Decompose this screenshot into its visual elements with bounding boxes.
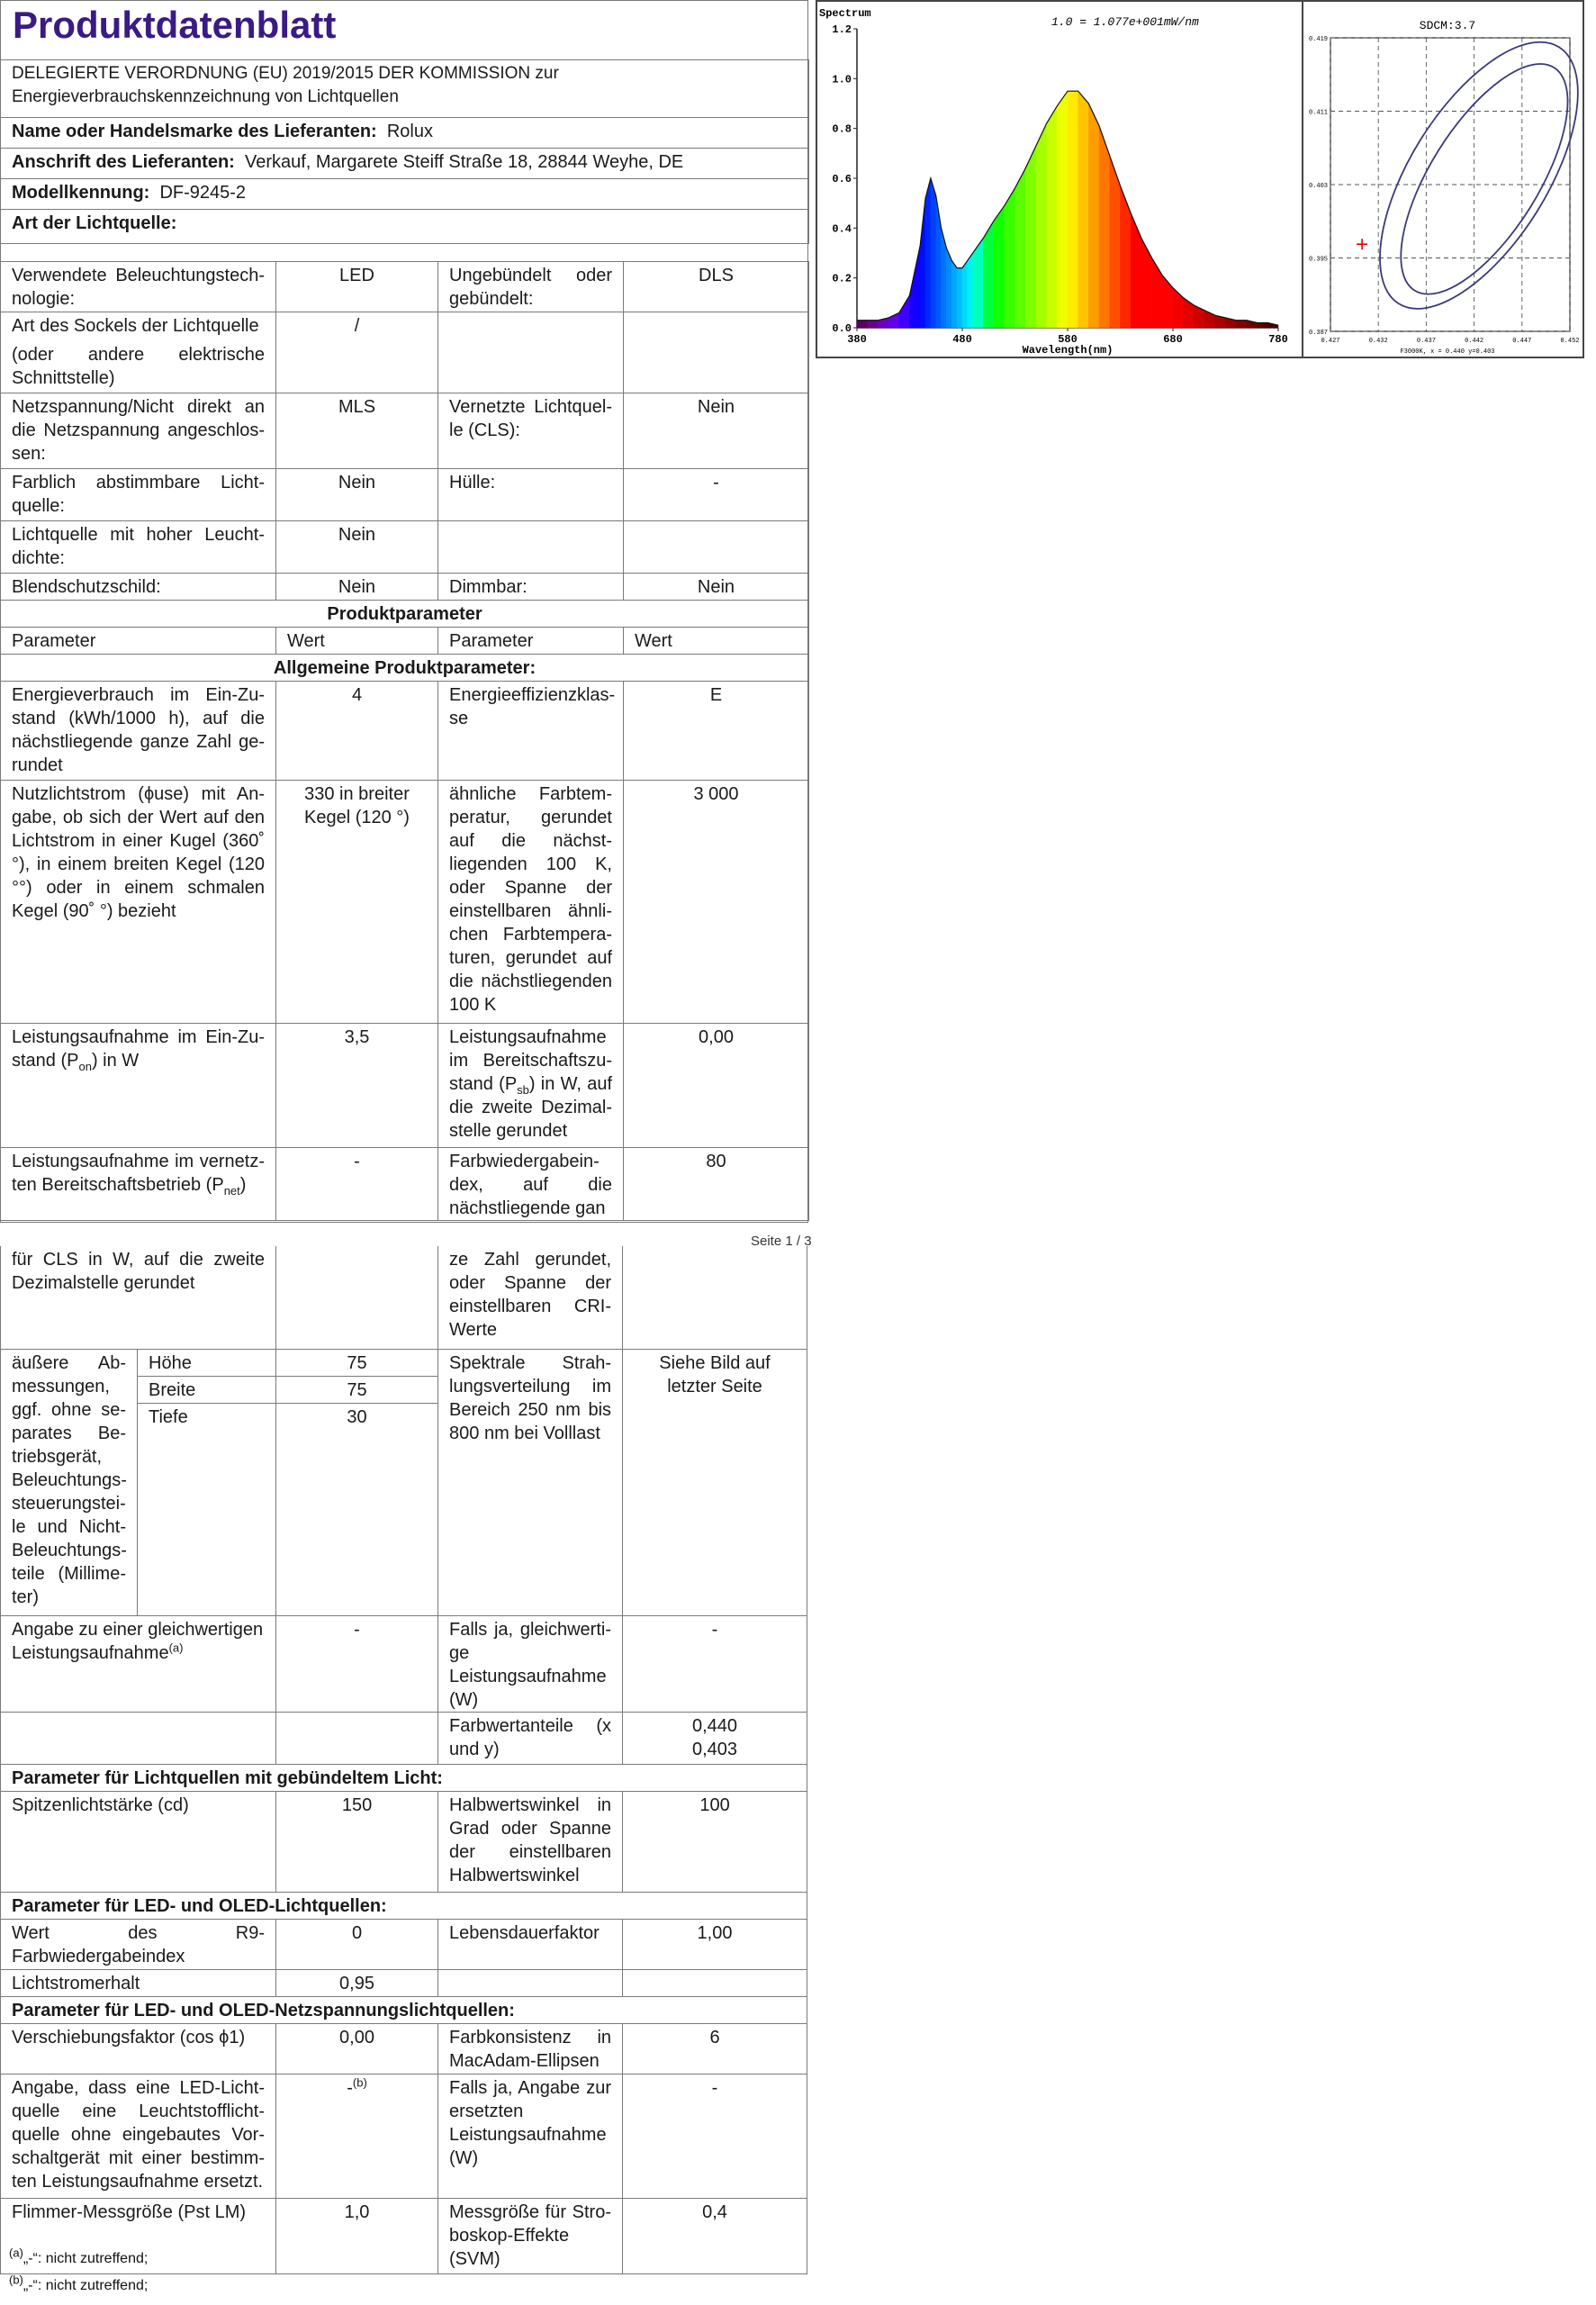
dimmable-label: Dimmbar: [438, 574, 624, 601]
dimensions-label: äußere Abmessungen, ggf. ohne separates Betriebsgerät, Beleuchtungssteuerungsteile und Nicht-Beleuchtungsteile (Millimeter) [1, 1349, 138, 1615]
glare-label: Blendschutzschild: [1, 574, 276, 601]
r9-value: 0 [276, 1919, 438, 1969]
model-row [1, 179, 809, 210]
height-label: Höhe [138, 1349, 276, 1376]
chroma-y: 0,403 [691, 1739, 738, 1759]
spectrum-area-segment [951, 260, 957, 328]
sdcm-x-tick-label: 0.442 [1465, 338, 1484, 345]
sdcm-inner-ellipse [1369, 39, 1582, 319]
product-params-table [0, 600, 809, 1221]
spectrum-y-tick-label: 0.2 [832, 272, 852, 285]
socket-label: Art des Sockels der Lichtquelle [12, 316, 259, 336]
depth-value: 30 [276, 1403, 438, 1615]
equiv-label: Angabe zu einer gleichwertigen Leistungsaufnahme$^{(a)}$ [1, 1615, 276, 1712]
peak-intensity-label: Spitzenlichtstärke (cd) [1, 1791, 276, 1892]
spectrum-chart [816, 0, 1305, 358]
power-factor-label: Verschiebungsfaktor (cos ϕ1) [1, 2023, 276, 2074]
mains-value: MLS [276, 393, 438, 469]
empty-cell [438, 521, 624, 574]
spectrum-x-axis-label: Wavelength(nm) [1022, 344, 1114, 357]
spectrum-area-segment [1152, 258, 1163, 328]
pon-label: Leistungsaufnahme im Ein-Zustand $(P_{on})$ in W [1, 1024, 276, 1148]
psb-value: 0,00 [624, 1024, 809, 1148]
macadam-label: Farbkonsistenz in MacAdam-Ellipsen [438, 2023, 623, 2074]
spectrum-area-segment [1047, 106, 1058, 328]
footnote-a: $^{(a)}$„-“: nicht zutreffend; [9, 2246, 149, 2266]
sdcm-x-tick-label: 0.437 [1416, 338, 1436, 345]
spectrum-y-tick-label: 1.2 [832, 23, 852, 36]
macadam-value: 6 [623, 2023, 807, 2074]
spectrum-area-segment [925, 178, 931, 328]
sdcm-outer-ellipse [1340, 11, 1582, 339]
cct-label: ähnliche Farbtemperatur, gerundet auf die nächstliegenden 100 K, oder Spanne der einstellbaren ähnlichen Farbtemperaturen, gerundet auf die nächstliegenden 100 K [438, 781, 624, 1024]
col-param-header: Parameter [438, 628, 624, 655]
energy-class-value: E [624, 682, 809, 781]
spectrum-area-segment [1036, 123, 1047, 328]
spectrum-area-segment [1025, 146, 1036, 328]
empty-cell [624, 312, 809, 393]
cls-label: Vernetzte Lichtquelle (CLS): [438, 393, 624, 469]
cri-label-cont: ze Zahl gerundet, oder Spanne der einstellbaren CRI-Werte [438, 1246, 623, 1349]
sdcm-y-tick-label: 0.419 [1308, 36, 1328, 43]
mains-led-params-heading: Parameter für LED- und OLED-Netzspannungslichtquellen: [1, 1996, 807, 2023]
spectrum-subtitle: 1.0 = 1.077e+001mW/nm [1051, 15, 1199, 29]
spectrum-x-tick-label: 680 [1163, 333, 1183, 346]
peak-intensity-value: 150 [276, 1791, 438, 1892]
spectrum-area-segment [1194, 305, 1204, 328]
product-params-heading: Produktparameter [1, 601, 809, 628]
sdcm-y-tick-label: 0.395 [1308, 256, 1328, 264]
depth-label: Tiefe [138, 1403, 276, 1615]
spectrum-area-segment [1057, 91, 1068, 328]
spectrum-area-segment [931, 178, 936, 328]
spectrum-area-segment [1184, 298, 1195, 328]
dimmable-value: Nein [624, 574, 809, 601]
cls-value: Nein [624, 393, 809, 469]
beam-angle-value: 100 [623, 1791, 807, 1892]
socket-value: / [276, 312, 438, 393]
directional-value: DLS [624, 262, 809, 312]
spectrum-svg [817, 2, 1303, 357]
spectrum-y-tick-label: 0.8 [832, 122, 852, 136]
equiv-power-value: - [623, 1615, 807, 1712]
spectrum-area-segment [994, 205, 1005, 328]
pon-value: 3,5 [276, 1024, 438, 1148]
tunable-label: Farblich abstimmbare Lichtquelle: [1, 469, 276, 521]
spectrum-area-segment [1005, 188, 1015, 328]
supplier-address-label: Anschrift des Lieferanten: [12, 152, 235, 172]
empty-cell [1, 1712, 276, 1764]
pnet-value: - [276, 1148, 438, 1221]
energy-value: 4 [276, 682, 438, 781]
regulation-text: DELEGIERTE VERORDNUNG (EU) 2019/2015 DER KOMMISSION zur Energieverbrauchskennzeichnung von Lichtquellen [1, 60, 809, 118]
spectrum-area-segment [857, 321, 868, 328]
high-luminance-label: Lichtquelle mit hoher Leuchtdichte: [1, 521, 276, 574]
envelope-label: Hülle: [438, 469, 624, 521]
continuation-table [0, 1246, 807, 2274]
lifetime-factor-value: 1,00 [623, 1919, 807, 1969]
spectrum-area-segment [1015, 168, 1026, 328]
empty-cell [276, 1712, 438, 1764]
spectrum-area-segment [936, 195, 942, 328]
empty-cell [438, 1969, 623, 1996]
empty-cell [623, 1969, 807, 1996]
supplier-address-row [1, 149, 809, 179]
spectrum-area-segment [968, 253, 973, 328]
spectrum-title: Spectrum [819, 7, 871, 20]
flux-value: 330 in breiter Kegel (120 °) [276, 781, 438, 1024]
replacement-label: Angabe, dass eine LED-Lichtquelle eine Leuchtstofflichtquelle ohne eingebautes Vorschaltgerät mit einer bestimmten Leistungsaufnahme ersetzt. [1, 2074, 276, 2198]
col-value-header: Wert [624, 628, 809, 655]
sdcm-x-tick-label: 0.432 [1368, 338, 1388, 345]
empty-cell [438, 312, 624, 393]
empty-cell [276, 1246, 438, 1349]
replaced-power-label: Falls ja, Angabe zur ersetzten Leistungsaufnahme (W) [438, 2074, 623, 2198]
supplier-name-label: Name oder Handelsmarke des Lieferanten: [12, 122, 377, 141]
equiv-value: - [276, 1615, 438, 1712]
spectrum-x-tick-label: 780 [1268, 333, 1288, 346]
flicker-value: 1,0 [276, 2198, 438, 2273]
flux-label: Nutzlichtstrom (ϕuse) mit Angabe, ob sich der Wert auf den Lichtstrom in einer Kugel (360˚ °), in einem breiten Kegel (120 °°) oder in einem schmalen Kegel (90˚ °) bezieht [1, 781, 276, 1024]
chroma-value [623, 1712, 807, 1764]
sdcm-y-tick-label: 0.403 [1308, 183, 1328, 190]
spectrum-area-segment [1162, 276, 1173, 328]
supplier-name-value: Rolux [386, 122, 433, 141]
spectrum-x-tick-label: 580 [1058, 333, 1078, 346]
spectrum-area-segment [1121, 185, 1132, 328]
spectrum-area-segment [1131, 213, 1141, 328]
led-params-heading: Parameter für LED- und OLED-Lichtquellen: [1, 1892, 807, 1919]
spectrum-area-segment [962, 260, 968, 328]
high-luminance-value: Nein [276, 521, 438, 574]
sdcm-x-tick-label: 0.447 [1512, 338, 1532, 345]
empty-cell [623, 1246, 807, 1349]
replaced-power-value: - [623, 2074, 807, 2198]
page-title: Produktdatenblatt [13, 4, 337, 46]
spectrum-area-segment [957, 268, 962, 328]
general-params-heading: Allgemeine Produktparameter: [1, 655, 809, 682]
page-number: Seite 1 / 3 [751, 1234, 812, 1249]
sdcm-y-tick-label: 0.411 [1308, 109, 1328, 117]
header-table [0, 59, 809, 244]
glare-value: Nein [276, 574, 438, 601]
spectrum-area-segment [1068, 91, 1078, 328]
sdcm-x-tick-label: 0.427 [1321, 338, 1340, 345]
envelope-value: - [624, 469, 809, 521]
technology-value: LED [276, 262, 438, 312]
pnet-label-cont: für CLS in W, auf die zweite Dezimalstelle gerundet [1, 1246, 276, 1349]
chroma-x: 0,440 [691, 1715, 738, 1736]
lifetime-factor-label: Lebensdauerfaktor [438, 1919, 623, 1969]
spd-label: Spektrale Strahlungsverteilung im Bereich 250 nm bis 800 nm bei Volllast [438, 1349, 623, 1615]
height-value: 75 [276, 1349, 438, 1376]
spectrum-area-segment [1258, 322, 1268, 328]
energy-class-label: Energieeffizienzklasse [438, 682, 624, 781]
svm-label: Messgröße für Stroboskop-Effekte (SVM) [438, 2198, 623, 2273]
col-param-header: Parameter [1, 628, 276, 655]
tunable-value: Nein [276, 469, 438, 521]
replacement-value: -$^{(b)}$ [276, 2074, 438, 2198]
empty-cell [624, 521, 809, 574]
psb-label: Leistungsaufnahme im Bereitschaftszustand $(P_{sb})$ in W, auf die zweite Dezimalstelle gerundet [438, 1024, 624, 1148]
mains-label: Netzspannung/Nicht direkt an die Netzspannung angeschlossen: [1, 393, 276, 469]
spectrum-area-segment [1141, 238, 1152, 328]
chroma-label: Farbwertanteile (x und y) [438, 1712, 623, 1764]
light-type-heading: Art der Lichtquelle: [1, 210, 809, 244]
flicker-label: Flimmer-Messgröße (Pst LM) [1, 2198, 276, 2273]
lumen-maintenance-label: Lichtstromerhalt [1, 1969, 276, 1996]
equiv-power-label: Falls ja, gleichwertige Leistungsaufnahme (W) [438, 1615, 623, 1712]
sdcm-x-tick-label: 0.452 [1560, 338, 1580, 345]
sdcm-footer: F3000K, x = 0.440 y=0.403 [1400, 348, 1495, 356]
energy-label: Energieverbrauch im Ein-Zustand (kWh/1000 h), auf die nächstliegende ganze Zahl gerundet [1, 682, 276, 781]
sdcm-svg [1303, 2, 1582, 357]
spectrum-x-tick-label: 380 [847, 333, 867, 346]
power-factor-value: 0,00 [276, 2023, 438, 2074]
cri-label: Farbwiedergabeindex, auf die nächstliegende gan [438, 1148, 624, 1221]
cct-value: 3 000 [624, 781, 809, 1024]
technology-label: Verwendete Beleuchtungstechnologie: [1, 262, 276, 312]
spectrum-area-segment [899, 295, 910, 328]
spectrum-area-segment [868, 321, 879, 328]
spd-value: Siehe Bild auf letzter Seite [623, 1349, 807, 1615]
beam-angle-label: Halbwertswinkel in Grad oder Spanne der einstellbaren Halbwertswinkel [438, 1791, 623, 1892]
pnet-label: Leistungsaufnahme im vernetzten Bereitschaftsbetrieb $(P_{net})$ [1, 1148, 276, 1221]
spectrum-area-segment [1236, 321, 1247, 328]
width-value: 75 [276, 1376, 438, 1403]
light-type-table [0, 261, 809, 601]
sdcm-title: SDCM:3.7 [1419, 19, 1476, 32]
sdcm-chart [1302, 0, 1584, 358]
lumen-maintenance-value: 0,95 [276, 1969, 438, 1996]
socket-label-extra: (oder andere elektrische Schnittstelle) [12, 345, 265, 388]
spectrum-y-tick-label: 0.4 [832, 222, 852, 236]
spectrum-area-segment [1173, 288, 1184, 328]
spectrum-x-tick-label: 480 [952, 333, 972, 346]
svm-value: 0,4 [623, 2198, 807, 2273]
spectrum-area-segment [1088, 104, 1099, 328]
r9-label: Wert des R9-Farbwiedergabeindex [1, 1919, 276, 1969]
socket-label-cell [1, 312, 276, 393]
spectrum-y-tick-label: 1.0 [832, 73, 852, 86]
cri-value: 80 [624, 1148, 809, 1221]
dls-params-heading: Parameter für Lichtquellen mit gebündeltem Licht: [1, 1764, 807, 1791]
spectrum-y-tick-label: 0.0 [832, 322, 852, 335]
footnote-b: $^{(b)}$„-“: nicht zutreffend; [9, 2273, 149, 2293]
model-label: Modellkennung: [12, 183, 150, 203]
width-label: Breite [138, 1376, 276, 1403]
supplier-name-row [1, 118, 809, 149]
spectrum-area-segment [983, 221, 994, 328]
model-value: DF-9245-2 [159, 183, 247, 203]
sdcm-y-tick-label: 0.387 [1308, 330, 1328, 337]
col-value-header: Wert [276, 628, 438, 655]
directional-label: Ungebündelt oder gebündelt: [438, 262, 624, 312]
spectrum-area-segment [1099, 126, 1110, 328]
supplier-address-value: Verkauf, Margarete Steiff Straße 18, 28844 Weyhe, DE [244, 152, 684, 172]
spectrum-y-tick-label: 0.6 [832, 173, 852, 185]
spectrum-area-segment [1078, 91, 1089, 328]
